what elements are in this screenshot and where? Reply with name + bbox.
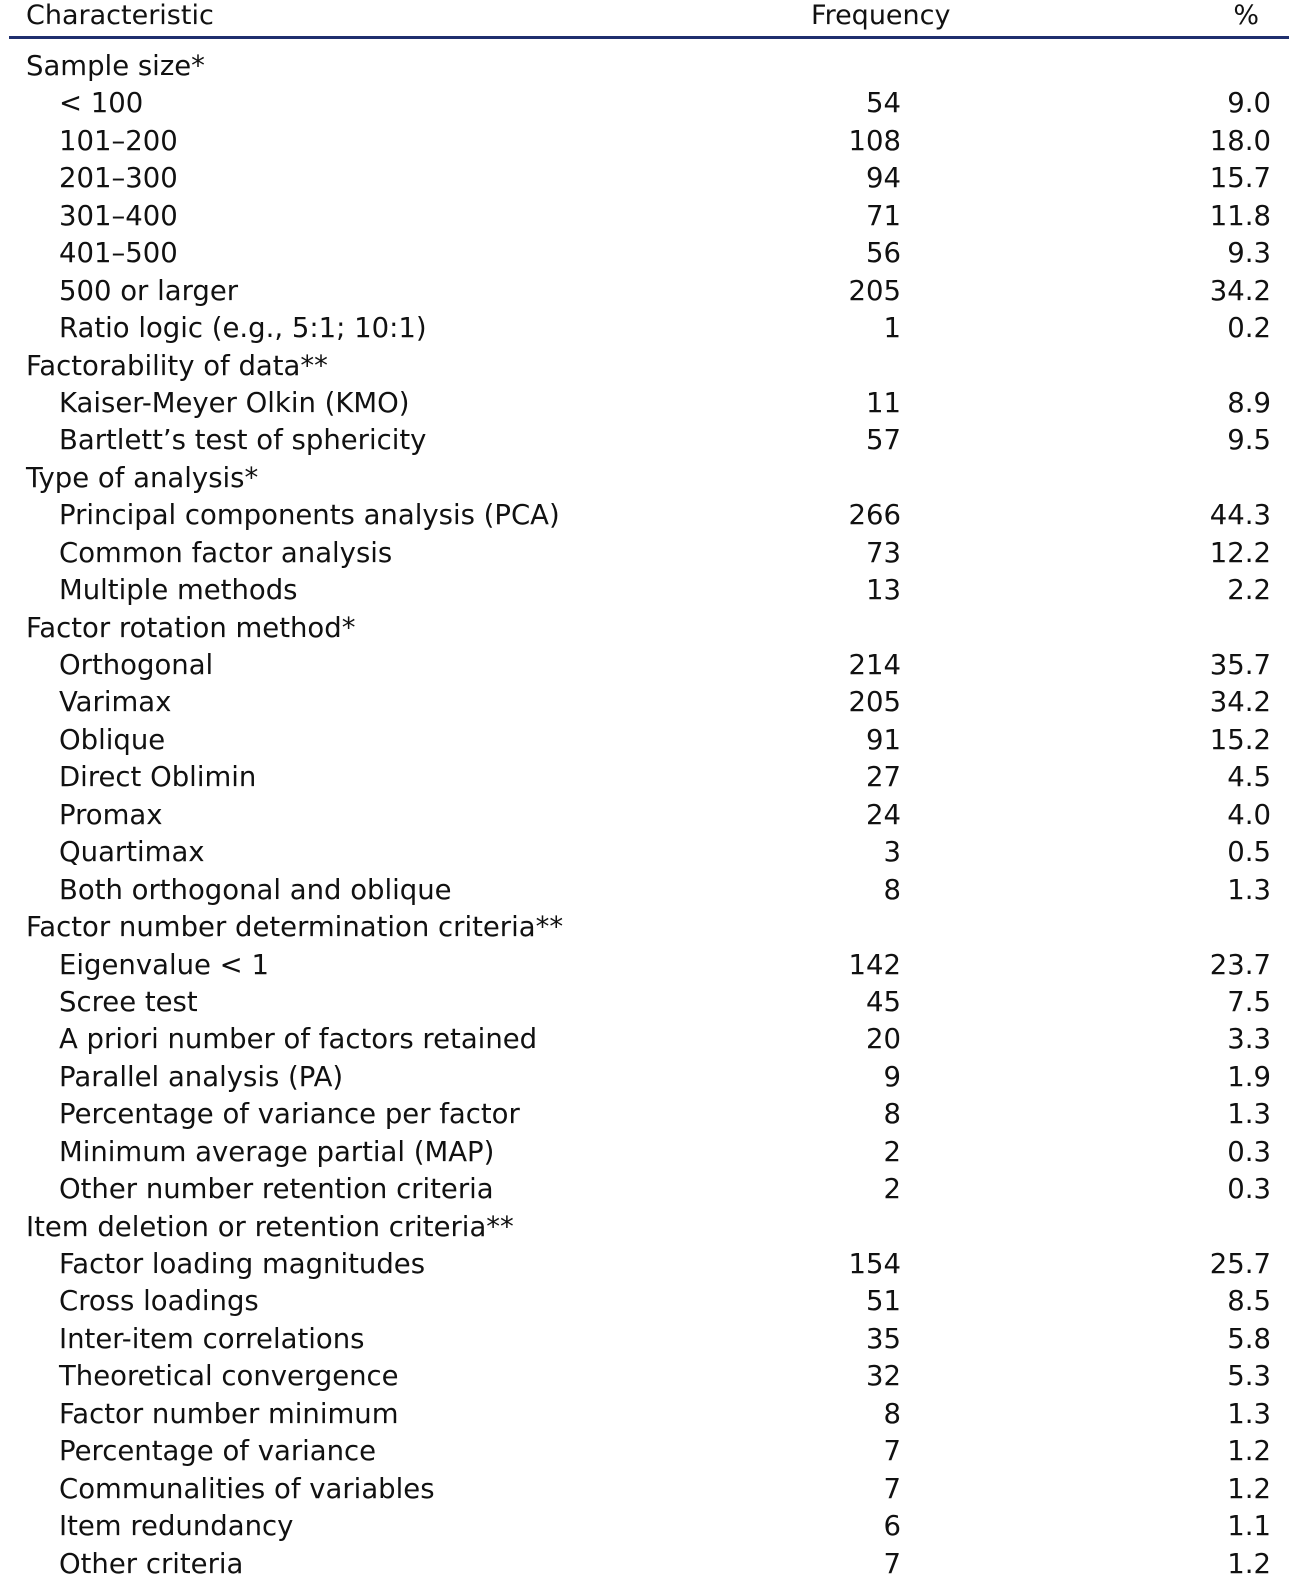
row-percent: 4.5 — [1227, 761, 1271, 794]
row-percent: 18.0 — [1209, 124, 1271, 157]
table-row — [9, 1508, 1289, 1545]
table-row — [9, 1096, 1289, 1133]
row-percent: 0.3 — [1227, 1173, 1271, 1206]
row-frequency: 8 — [883, 1098, 901, 1131]
row-percent: 15.7 — [1209, 162, 1271, 195]
row-label: 401–500 — [59, 237, 178, 270]
table-group-row — [9, 909, 1289, 946]
table-row — [9, 422, 1289, 459]
table-row — [9, 647, 1289, 684]
row-frequency: 35 — [866, 1322, 901, 1355]
table-row — [9, 385, 1289, 422]
row-frequency: 6 — [883, 1510, 901, 1543]
row-percent: 7.5 — [1227, 985, 1271, 1018]
row-label: Type of analysis* — [26, 461, 259, 494]
row-frequency: 108 — [848, 124, 901, 157]
row-label: Principal components analysis (PCA) — [59, 499, 560, 532]
row-percent: 9.3 — [1227, 237, 1271, 270]
row-frequency: 54 — [866, 87, 901, 120]
row-frequency: 71 — [866, 199, 901, 232]
row-label: Factorability of data** — [26, 349, 328, 382]
row-frequency: 1 — [883, 312, 901, 345]
row-label: Factor number minimum — [59, 1397, 399, 1430]
table-row — [9, 1321, 1289, 1358]
table-row — [9, 947, 1289, 984]
row-percent: 8.9 — [1227, 386, 1271, 419]
row-percent: 0.5 — [1227, 836, 1271, 869]
table-row — [9, 572, 1289, 609]
row-frequency: 27 — [866, 761, 901, 794]
row-percent: 9.5 — [1227, 424, 1271, 457]
table-row — [9, 1358, 1289, 1395]
row-label: < 100 — [59, 87, 144, 120]
row-percent: 2.2 — [1227, 574, 1271, 607]
row-frequency: 205 — [848, 686, 901, 719]
row-percent: 5.3 — [1227, 1360, 1271, 1393]
header-percent: % — [1233, 0, 1259, 31]
row-frequency: 24 — [866, 798, 901, 831]
table-row — [9, 497, 1289, 534]
row-label: Item redundancy — [59, 1510, 294, 1543]
row-label: Factor loading magnitudes — [59, 1248, 426, 1280]
table-row — [9, 535, 1289, 572]
row-percent: 35.7 — [1209, 649, 1271, 681]
table-row — [9, 1134, 1289, 1171]
row-label: Other criteria — [59, 1547, 244, 1580]
row-frequency: 7 — [883, 1435, 901, 1468]
row-percent: 34.2 — [1209, 686, 1271, 719]
table-group-row — [9, 1209, 1289, 1246]
table-row — [9, 198, 1289, 235]
row-percent: 5.8 — [1227, 1322, 1271, 1355]
row-label: 201–300 — [59, 162, 178, 195]
row-frequency: 2 — [883, 1135, 901, 1168]
row-percent: 1.3 — [1227, 1098, 1271, 1131]
row-percent: 44.3 — [1209, 499, 1271, 532]
table-row — [9, 273, 1289, 310]
table-group-row — [9, 460, 1289, 497]
row-frequency: 20 — [866, 1023, 901, 1056]
table-row — [9, 235, 1289, 272]
row-frequency: 13 — [866, 574, 901, 607]
row-frequency: 45 — [866, 985, 901, 1018]
row-label: Both orthogonal and oblique — [59, 873, 452, 906]
row-label: 500 or larger — [59, 274, 239, 307]
row-label: Percentage of variance per factor — [59, 1098, 520, 1131]
table-row — [9, 1471, 1289, 1508]
row-label: Multiple methods — [59, 574, 298, 607]
row-frequency: 2 — [883, 1173, 901, 1206]
row-percent: 12.2 — [1209, 536, 1271, 569]
row-label: 301–400 — [59, 199, 178, 232]
table-row — [9, 1246, 1289, 1283]
row-label: Kaiser-Meyer Olkin (KMO) — [59, 386, 410, 419]
row-percent: 9.0 — [1227, 87, 1271, 120]
row-label: Cross loadings — [59, 1285, 259, 1318]
row-percent: 1.1 — [1227, 1510, 1271, 1543]
row-percent: 1.2 — [1227, 1472, 1271, 1505]
row-percent: 23.7 — [1209, 948, 1271, 981]
row-label: Item deletion or retention criteria** — [26, 1210, 514, 1243]
row-percent: 34.2 — [1209, 274, 1271, 307]
row-label: Direct Oblimin — [59, 761, 257, 794]
header-characteristic: Characteristic — [26, 0, 214, 31]
row-frequency: 51 — [866, 1285, 901, 1318]
row-percent: 4.0 — [1227, 798, 1271, 831]
table-group-row — [9, 610, 1289, 647]
table-row — [9, 85, 1289, 122]
row-label: Ratio logic (e.g., 5:1; 10:1) — [59, 312, 427, 345]
row-label: Parallel analysis (PA) — [59, 1060, 344, 1093]
row-percent: 11.8 — [1209, 199, 1271, 232]
row-frequency: 7 — [883, 1472, 901, 1505]
table-header — [9, 0, 1289, 39]
row-percent: 15.2 — [1209, 723, 1271, 756]
table-row — [9, 834, 1289, 871]
row-frequency: 214 — [848, 649, 901, 681]
row-label: Bartlett’s test of sphericity — [59, 424, 427, 457]
row-percent: 1.3 — [1227, 1397, 1271, 1430]
row-percent: 25.7 — [1209, 1248, 1271, 1280]
row-label: Oblique — [59, 723, 166, 756]
row-label: Percentage of variance — [59, 1435, 377, 1468]
row-frequency: 266 — [848, 499, 901, 532]
table-row — [9, 1171, 1289, 1208]
row-frequency: 205 — [848, 274, 901, 307]
row-label: Minimum average partial (MAP) — [59, 1135, 495, 1168]
table-row — [9, 1546, 1289, 1583]
row-label: A priori number of factors retained — [59, 1023, 538, 1056]
row-frequency: 7 — [883, 1547, 901, 1580]
row-frequency: 142 — [848, 948, 901, 981]
table-row — [9, 797, 1289, 834]
row-frequency: 94 — [866, 162, 901, 195]
table-row — [9, 722, 1289, 759]
row-percent: 1.2 — [1227, 1547, 1271, 1580]
row-frequency: 56 — [866, 237, 901, 270]
header-frequency: Frequency — [811, 0, 951, 31]
table-row — [9, 759, 1289, 796]
row-label: Factor number determination criteria** — [26, 911, 564, 944]
row-label: Common factor analysis — [59, 536, 393, 569]
row-label: Other number retention criteria — [59, 1173, 494, 1206]
row-label: Eigenvalue < 1 — [59, 948, 269, 981]
row-percent: 3.3 — [1227, 1023, 1271, 1056]
table-row — [9, 310, 1289, 347]
row-label: Orthogonal — [59, 649, 214, 681]
table-row — [9, 1433, 1289, 1470]
table-row — [9, 160, 1289, 197]
row-percent: 8.5 — [1227, 1285, 1271, 1318]
row-label: Sample size* — [26, 50, 205, 82]
row-frequency: 32 — [866, 1360, 901, 1393]
table-row — [9, 1283, 1289, 1320]
row-frequency: 57 — [866, 424, 901, 457]
table-body — [9, 48, 1289, 1583]
table-row — [9, 684, 1289, 721]
table-group-row — [9, 348, 1289, 385]
row-frequency: 8 — [883, 873, 901, 906]
row-label: Communalities of variables — [59, 1472, 435, 1505]
table-row — [9, 1021, 1289, 1058]
row-frequency: 154 — [848, 1248, 901, 1280]
table-row — [9, 1396, 1289, 1433]
row-frequency: 3 — [883, 836, 901, 869]
row-percent: 0.2 — [1227, 312, 1271, 345]
row-label: Factor rotation method* — [26, 611, 356, 644]
row-frequency: 91 — [866, 723, 901, 756]
table-row — [9, 1059, 1289, 1096]
row-frequency: 9 — [883, 1060, 901, 1093]
row-label: 101–200 — [59, 124, 178, 157]
row-percent: 1.2 — [1227, 1435, 1271, 1468]
row-label: Scree test — [59, 985, 198, 1018]
row-label: Inter-item correlations — [59, 1322, 365, 1355]
row-percent: 1.9 — [1227, 1060, 1271, 1093]
row-frequency: 11 — [866, 386, 901, 419]
row-label: Quartimax — [59, 836, 205, 869]
row-label: Promax — [59, 798, 163, 831]
row-label: Theoretical convergence — [59, 1360, 399, 1393]
row-percent: 1.3 — [1227, 873, 1271, 906]
row-frequency: 8 — [883, 1397, 901, 1430]
table-group-row — [9, 48, 1289, 85]
row-label: Varimax — [59, 686, 172, 719]
data-table — [9, 0, 1289, 1583]
row-percent: 0.3 — [1227, 1135, 1271, 1168]
row-frequency: 73 — [866, 536, 901, 569]
table-row — [9, 984, 1289, 1021]
table-row — [9, 872, 1289, 909]
table-row — [9, 123, 1289, 160]
